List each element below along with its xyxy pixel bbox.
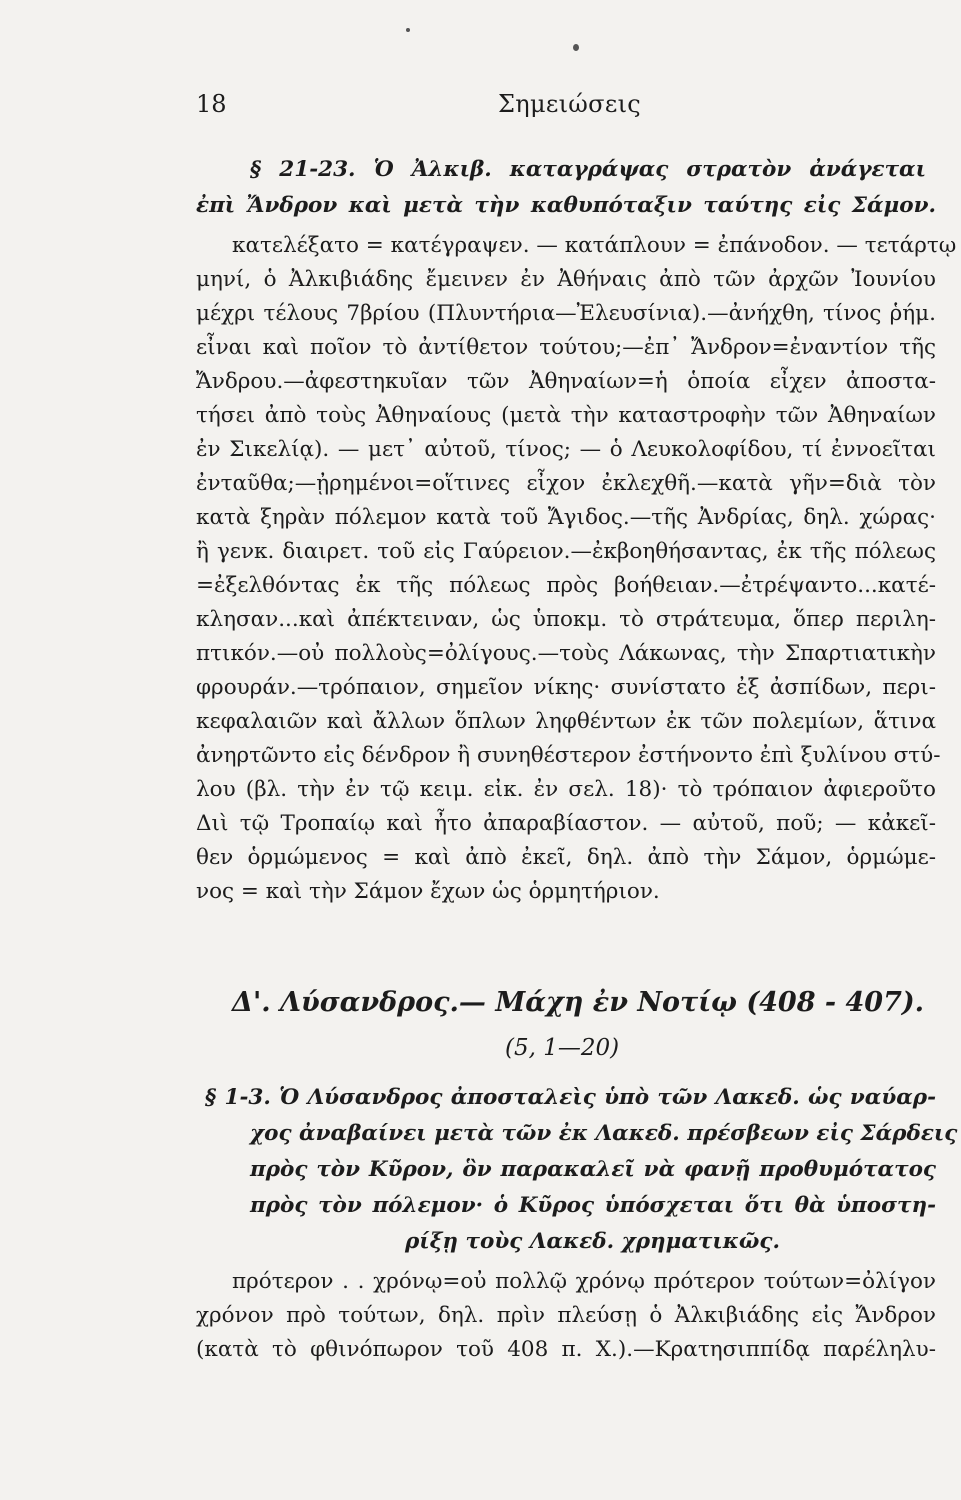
body-line: εἶναι καὶ ποῖον τὸ ἀντίθετον τούτου;—ἐπ᾽ Ἄνδρον=ἐναντίον τῆς <box>196 335 936 360</box>
body-line: κεφαλαιῶν καὶ ἄλλων ὅπλων ληφθέντων ἐκ τῶν πολεμίων, ἅτινα <box>196 709 936 734</box>
body-line: Ἄνδρου.—ἀφεστηκυῖαν τῶν Ἀθηναίων=ἡ ὁποία εἶχεν ἀποστα- <box>196 369 936 394</box>
section-heading-line: πρὸς τὸν πόλεμον· ὁ Κῦρος ὑπόσχεται ὅτι θὰ ὑποστη- <box>250 1193 936 1218</box>
section-heading-line: § 1-3. Ὁ Λύσανδρος ἀποσταλεὶς ὑπὸ τῶν Λακεδ. ὡς ναύαρ- <box>205 1085 936 1110</box>
section-heading-line: ρίξῃ τοὺς Λακεδ. χρηματικῶς. <box>405 1229 780 1254</box>
section-heading-line: § 21-23. Ὁ Ἀλκιβ. καταγράψας στρατὸν ἀνάγεται <box>250 157 926 182</box>
section-heading-line: πρὸς τὸν Κῦρον, ὃν παρακαλεῖ νὰ φανῇ προθυμότατος <box>250 1157 936 1182</box>
body-line: φρουράν.—τρόπαιον, σημεῖον νίκης· συνίστατο ἐξ ἀσπίδων, περι- <box>196 675 936 700</box>
body-line: πρότερον . . χρόνῳ=οὐ πολλῷ χρόνῳ πρότερον τούτων=ὀλίγον <box>232 1269 936 1294</box>
body-line: χρόνον πρὸ τούτων, δηλ. πρὶν πλεύσῃ ὁ Ἀλκιβιάδης εἰς Ἄνδρον <box>196 1303 936 1328</box>
body-line: ἐν Σικελίᾳ). — μετ᾽ αὐτοῦ, τίνος; — ὁ Λευκολοφίδου, τί ἐννοεῖται <box>196 437 936 462</box>
body-line: κατὰ ξηρὰν πόλεμον κατὰ τοῦ Ἄγιδος.—τῆς Ἀνδρίας, δηλ. χώρας· <box>196 505 936 530</box>
body-line: μέχρι τέλους 7βρίου (Πλυντήρια—Ἐλευσίνια).—ἀνήχθη, τίνος ῥήμ. <box>196 301 936 326</box>
body-line: κατελέξατο = κατέγραψεν. — κατάπλουν = ἐπάνοδον. — τετάρτῳ <box>232 233 957 258</box>
print-speck <box>573 44 579 51</box>
body-line: τήσει ἀπὸ τοὺς Ἀθηναίους (μετὰ τὴν καταστροφὴν τῶν Ἀθηναίων <box>196 403 936 428</box>
body-line: (κατὰ τὸ φθινόπωρον τοῦ 408 π. Χ.).—Κρατησιππίδᾳ παρέληλυ- <box>196 1337 936 1362</box>
running-head: Σημειώσεις <box>498 90 642 118</box>
body-line: θεν ὁρμώμενος = καὶ ἀπὸ ἐκεῖ, δηλ. ἀπὸ τὴν Σάμον, ὁρμώμε- <box>196 845 936 870</box>
body-line: =ἐξελθόντας ἐκ τῆς πόλεως πρὸς βοήθειαν.—ἐτρέψαντο...κατέ- <box>196 573 936 598</box>
body-line: νος = καὶ τὴν Σάμον ἔχων ὡς ὁρμητήριον. <box>196 879 660 904</box>
chapter-title: Δ'. Λύσανδρος.— Μάχη ἐν Νοτίῳ (408 - 407). <box>232 987 925 1018</box>
body-line: μηνί, ὁ Ἀλκιβιάδης ἔμεινεν ἐν Ἀθήναις ἀπὸ τῶν ἀρχῶν Ἰουνίου <box>196 267 936 292</box>
body-line: Διὶ τῷ Τροπαίῳ καὶ ἦτο ἀπαραβίαστον. — αὐτοῦ, ποῦ; — κἀκεῖ- <box>196 811 936 836</box>
body-line: λου (βλ. τὴν ἐν τῷ κειμ. εἰκ. ἐν σελ. 18)· τὸ τρόπαιον ἀφιεροῦτο <box>196 777 936 802</box>
page-header <box>0 88 961 128</box>
body-line: πτικόν.—οὐ πολλοὺς=ὀλίγους.—τοὺς Λάκωνας, τὴν Σπαρτιατικὴν <box>196 641 936 666</box>
page-number: 18 <box>196 90 227 118</box>
chapter-subtitle: (5, 1—20) <box>505 1035 620 1061</box>
section-heading-line: ἐπὶ Ἄνδρον καὶ μετὰ τὴν καθυπόταξιν ταύτης εἰς Σάμον. <box>196 193 936 218</box>
body-line: κλησαν...καὶ ἀπέκτειναν, ὡς ὑποκμ. τὸ στράτευμα, ὅπερ περιλη- <box>196 607 936 632</box>
section-heading-line: χος ἀναβαίνει μετὰ τῶν ἐκ Λακεδ. πρέσβεων εἰς Σάρδεις <box>250 1121 958 1146</box>
print-speck <box>406 28 410 32</box>
body-line: ἐνταῦθα;—ᾐρημένοι=οἵτινες εἶχον ἐκλεχθῆ.—κατὰ γῆν=διὰ τὸν <box>196 471 936 496</box>
body-line: ἢ γενκ. διαιρετ. τοῦ εἰς Γαύρειον.—ἐκβοηθήσαντας, ἐκ τῆς πόλεως <box>196 539 936 564</box>
body-line: ἀνηρτῶντο εἰς δένδρον ἢ συνηθέστερον ἐστήνοντο ἐπὶ ξυλίνου στύ- <box>196 743 941 768</box>
